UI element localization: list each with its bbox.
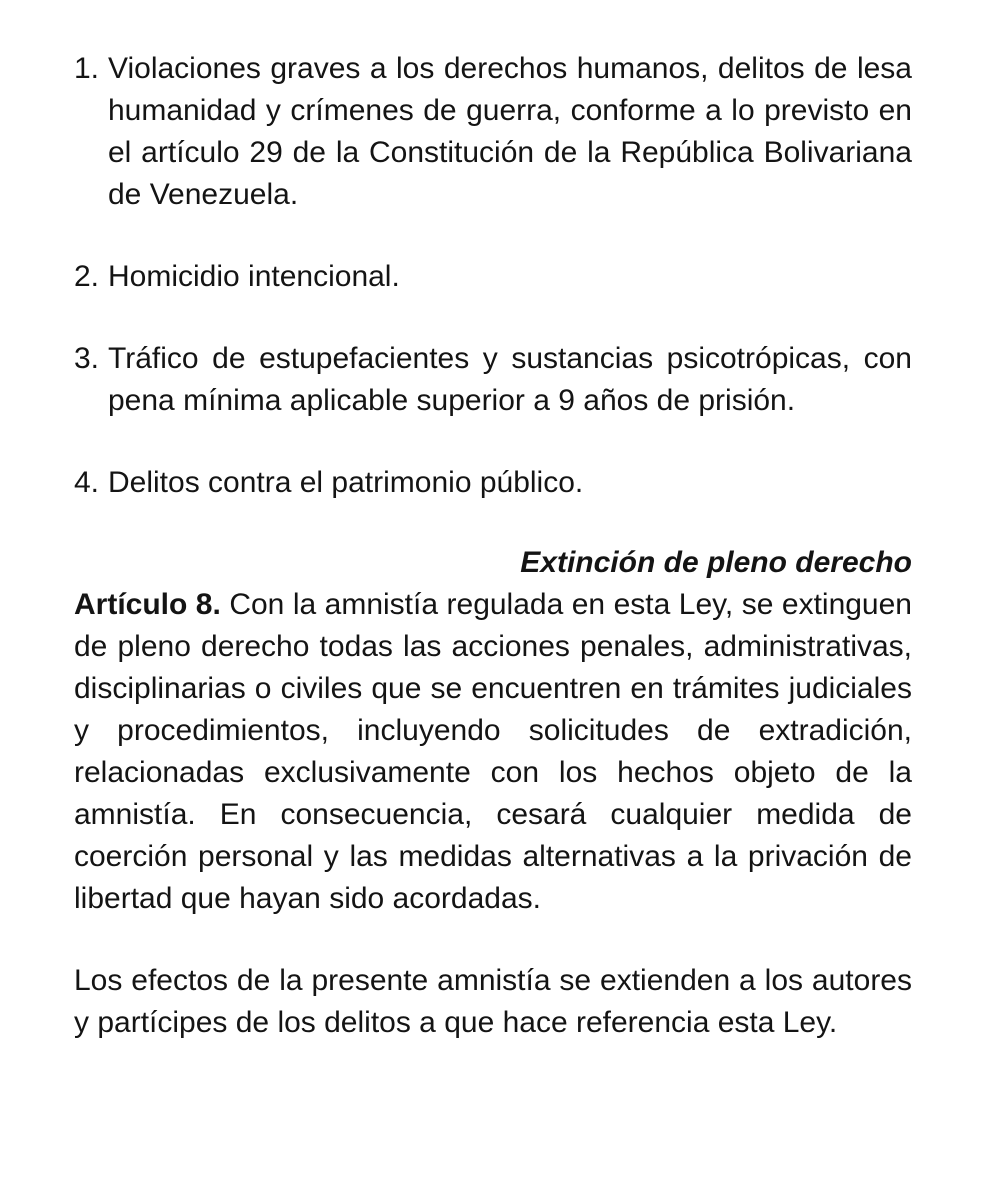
section-heading: Extinción de pleno derecho xyxy=(520,546,912,579)
list-item-text: Violaciones graves a los derechos humanos, delitos de lesa humanidad y crímenes de guerra, conforme a lo previsto en el artículo 29 de la Constitución de la República Bolivariana de Venezuela. xyxy=(108,52,912,211)
list-item-number: 2. xyxy=(74,260,100,293)
list-item-text: Tráfico de estupefacientes y sustancias psicotrópicas, con pena mínima aplicable superior a 9 años de prisión. xyxy=(108,342,912,417)
list-item-text: Delitos contra el patrimonio público. xyxy=(108,466,584,499)
list-item xyxy=(74,338,912,422)
list-item-text: Homicidio intencional. xyxy=(108,260,400,293)
effects-paragraph: Los efectos de la presente amnistía se extienden a los autores y partícipes de los delitos a que hace referencia esta Ley. xyxy=(74,964,912,1039)
list-item-number: 1. xyxy=(74,52,100,85)
document-page xyxy=(74,48,912,1044)
article-text: Con la amnistía regulada en esta Ley, se extinguen de pleno derecho todas las acciones penales, administrativas, disciplinarias o civiles que se encuentren en trámites judiciales y procedimientos, incluyendo solicitudes de extradición, relacionadas exclusivamente con los hechos objeto de la amnistía. En consecuencia, cesará cualquier medida de coerción personal y las medidas alternativas a la privación de libertad que hayan sido acordadas. xyxy=(74,588,912,915)
list-item xyxy=(74,256,912,298)
list-item-number: 3. xyxy=(74,342,100,375)
list-item xyxy=(74,48,912,216)
article-paragraph xyxy=(74,584,912,920)
list-item-number: 4. xyxy=(74,466,100,499)
list-item xyxy=(74,462,912,504)
article-label: Artículo 8. xyxy=(74,588,221,621)
